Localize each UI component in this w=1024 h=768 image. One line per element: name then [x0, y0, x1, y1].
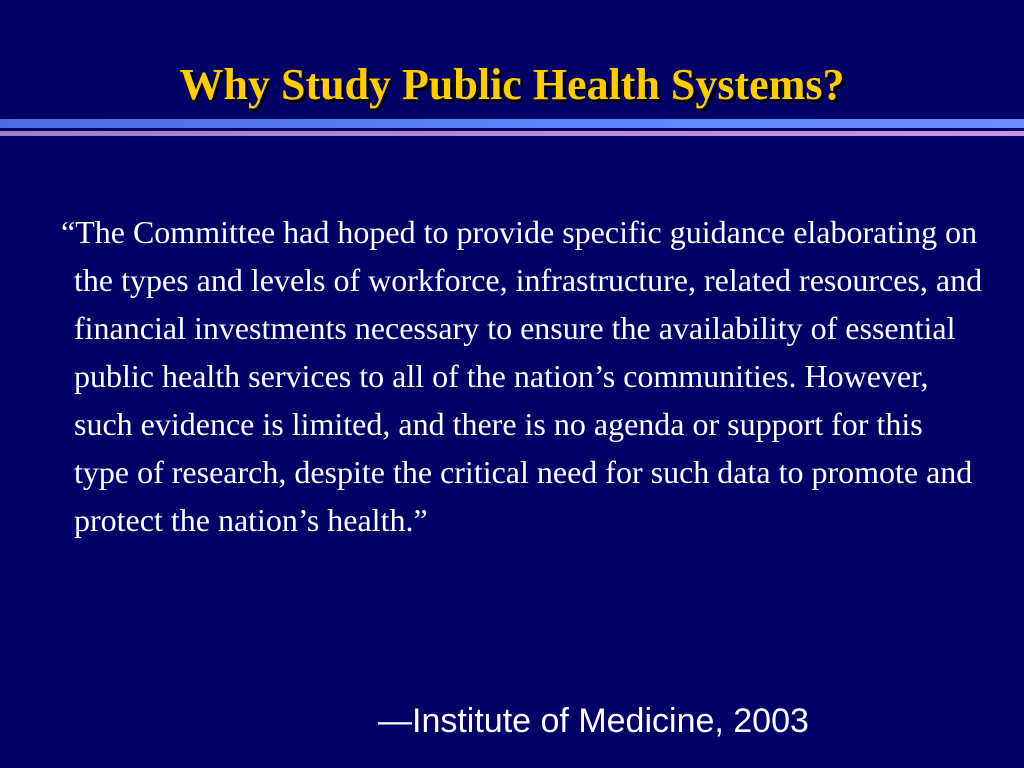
slide-title: Why Study Public Health Systems?	[179, 60, 845, 110]
quote-attribution: —Institute of Medicine, 2003	[378, 702, 809, 740]
quote-text: “The Committee had hoped to provide specific guidance elaborating on the types and levels of workforce, infrastructure, related resources, and financial investments necessary to ensure the availability of essential public health services to all of the nation’s communities. However, such evidence is limited, and there is no agenda or support for this type of research, despite the critical need for such data to promote and protect the nation’s health.”	[61, 214, 983, 538]
title-divider-purple	[0, 131, 1024, 136]
title-divider-blue	[0, 119, 1024, 128]
